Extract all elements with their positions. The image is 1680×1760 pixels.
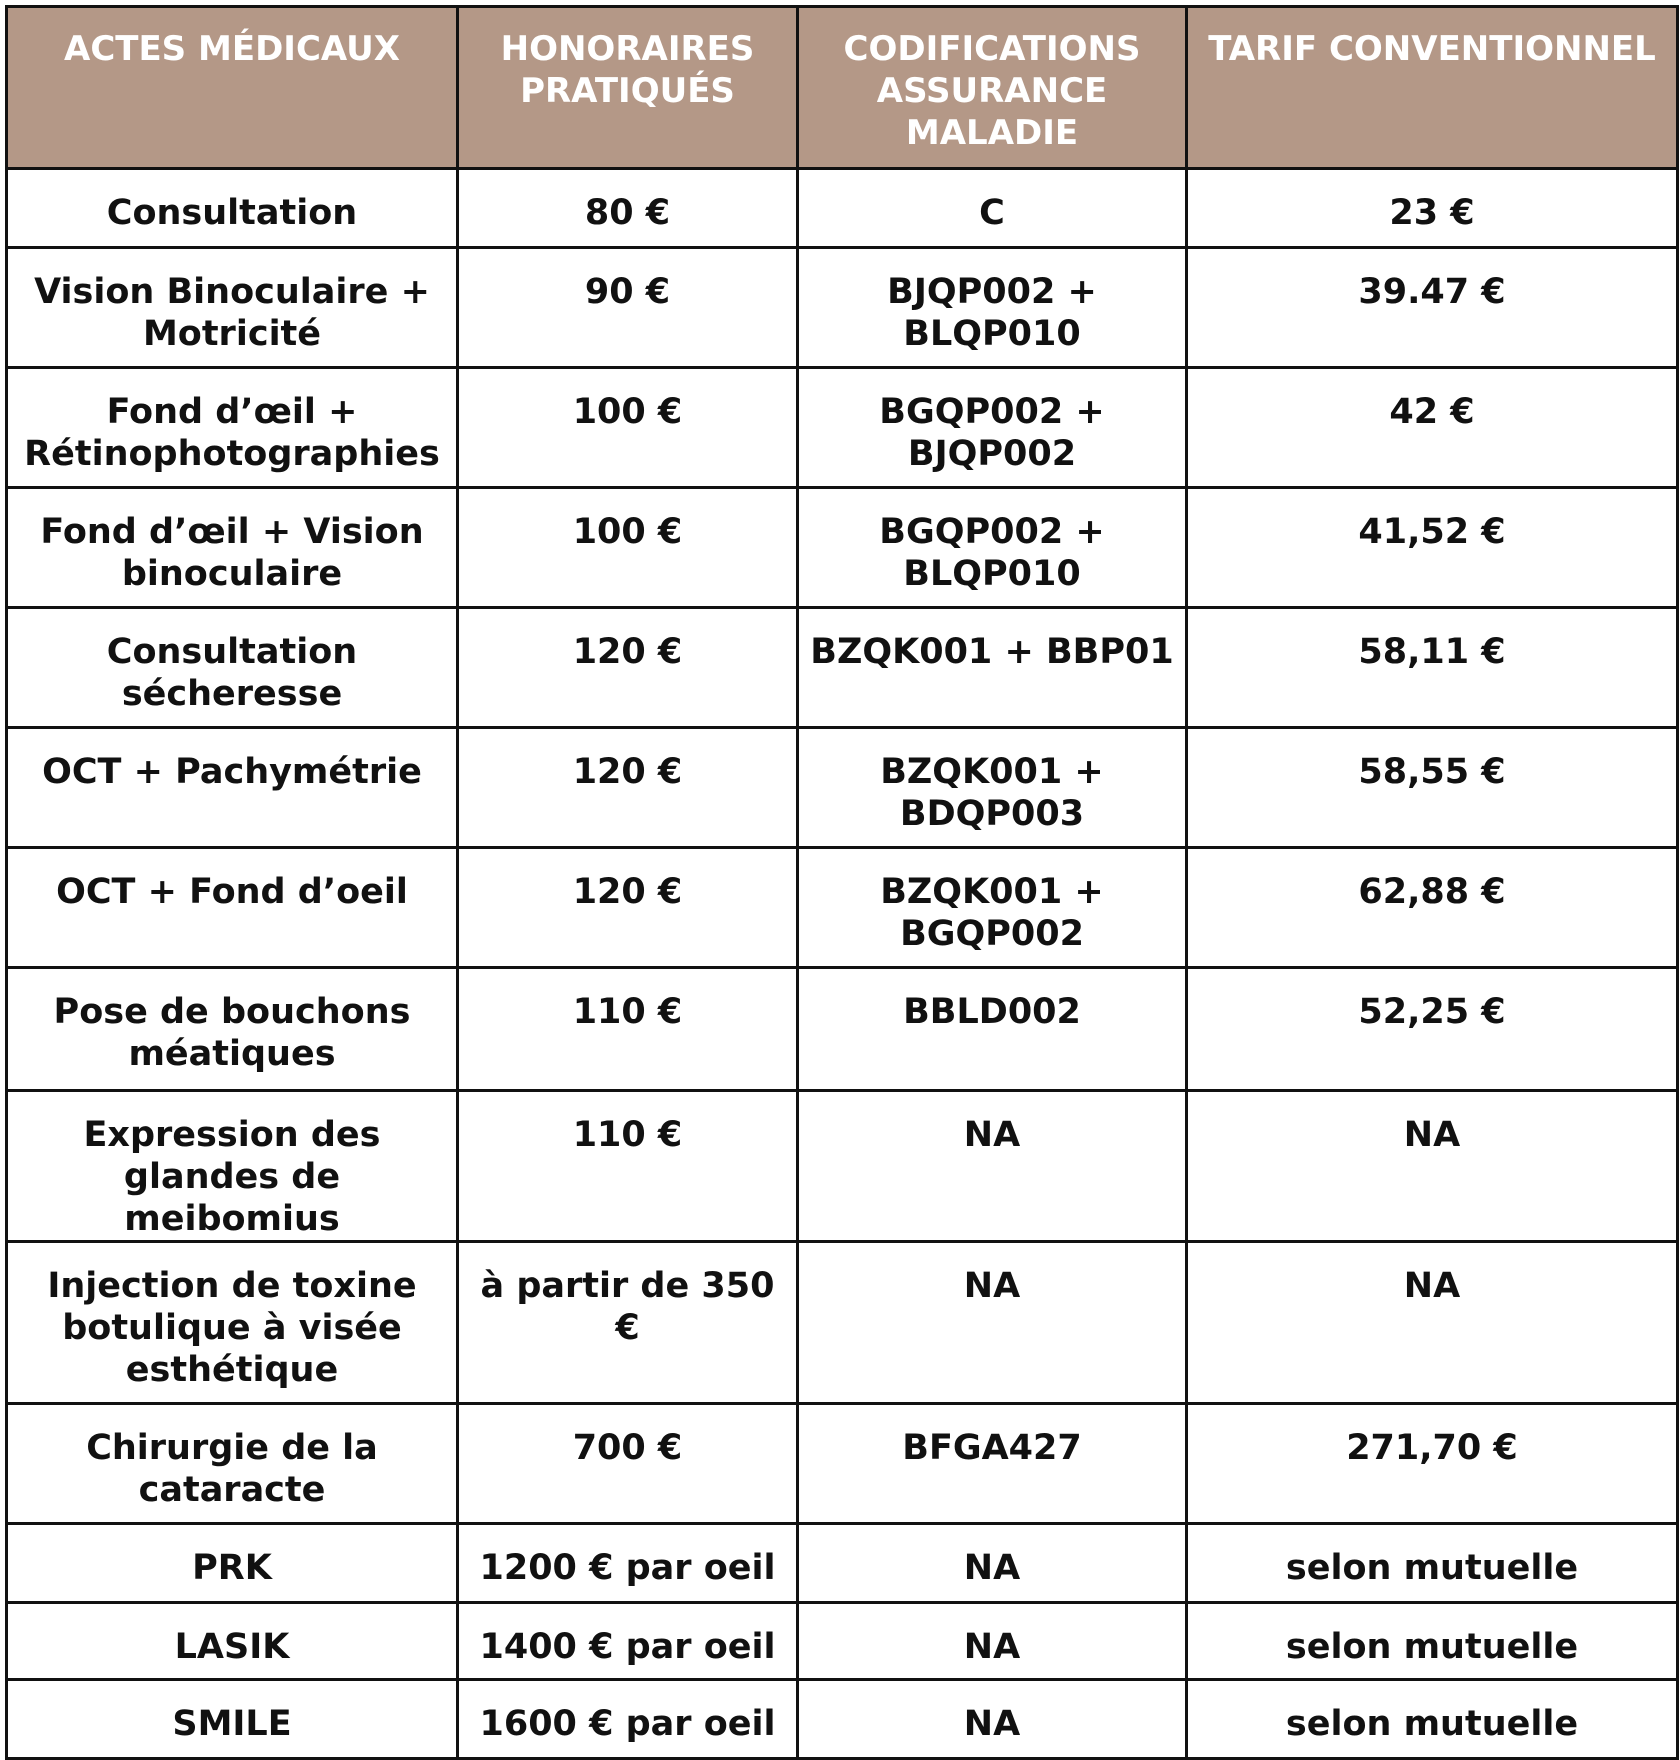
cell-honoraires: 110 € — [458, 1091, 798, 1242]
table-row — [7, 488, 1678, 608]
cell-honoraires: 80 € — [458, 169, 798, 248]
table-row — [7, 1680, 1678, 1759]
cell-tarif: NA — [1187, 1091, 1678, 1242]
cell-honoraires: 1600 € par oeil — [458, 1680, 798, 1759]
table-row — [7, 848, 1678, 968]
cell-honoraires: 1400 € par oeil — [458, 1603, 798, 1680]
cell-acte: Vision Binoculaire + Motricité — [7, 248, 458, 368]
cell-codification: BZQK001 + BBP01 — [798, 608, 1187, 728]
cell-acte: OCT + Fond d’oeil — [7, 848, 458, 968]
table-row — [7, 1404, 1678, 1524]
cell-honoraires: 120 € — [458, 728, 798, 848]
table-row — [7, 248, 1678, 368]
cell-tarif: 62,88 € — [1187, 848, 1678, 968]
cell-tarif: 39.47 € — [1187, 248, 1678, 368]
cell-honoraires: 1200 € par oeil — [458, 1524, 798, 1603]
cell-codification: NA — [798, 1524, 1187, 1603]
cell-acte: Pose de bouchons méatiques — [7, 968, 458, 1091]
table-row — [7, 368, 1678, 488]
header-tarif-conventionnel: TARIF CONVENTIONNEL — [1187, 7, 1678, 169]
cell-codification: BBLD002 — [798, 968, 1187, 1091]
cell-tarif: selon mutuelle — [1187, 1680, 1678, 1759]
cell-tarif: 58,55 € — [1187, 728, 1678, 848]
cell-acte: Fond d’œil + Vision binoculaire — [7, 488, 458, 608]
cell-honoraires: 120 € — [458, 848, 798, 968]
cell-honoraires: 100 € — [458, 368, 798, 488]
cell-codification: NA — [798, 1603, 1187, 1680]
cell-acte: Expression des glandes de meibomius — [7, 1091, 458, 1242]
cell-acte: PRK — [7, 1524, 458, 1603]
cell-codification: BGQP002 + BLQP010 — [798, 488, 1187, 608]
cell-tarif: 271,70 € — [1187, 1404, 1678, 1524]
table-row — [7, 1603, 1678, 1680]
cell-tarif: selon mutuelle — [1187, 1524, 1678, 1603]
cell-honoraires: 100 € — [458, 488, 798, 608]
table-row — [7, 169, 1678, 248]
cell-acte: Injection de toxine botulique à visée esthétique — [7, 1242, 458, 1404]
table-row — [7, 1242, 1678, 1404]
cell-honoraires: 700 € — [458, 1404, 798, 1524]
header-codifications: CODIFICATIONS ASSURANCE MALADIE — [798, 7, 1187, 169]
cell-codification: NA — [798, 1680, 1187, 1759]
table-row — [7, 1524, 1678, 1603]
cell-tarif: selon mutuelle — [1187, 1603, 1678, 1680]
cell-acte: Consultation sécheresse — [7, 608, 458, 728]
cell-codification: BZQK001 + BGQP002 — [798, 848, 1187, 968]
cell-acte: Chirurgie de la cataracte — [7, 1404, 458, 1524]
header-actes-medicaux: ACTES MÉDICAUX — [7, 7, 458, 169]
cell-acte: OCT + Pachymétrie — [7, 728, 458, 848]
header-row — [7, 7, 1678, 169]
table-row — [7, 968, 1678, 1091]
cell-tarif: 41,52 € — [1187, 488, 1678, 608]
cell-codification: BZQK001 + BDQP003 — [798, 728, 1187, 848]
cell-honoraires: 120 € — [458, 608, 798, 728]
cell-codification: NA — [798, 1242, 1187, 1404]
fee-table — [5, 5, 1679, 1760]
cell-honoraires: 90 € — [458, 248, 798, 368]
cell-codification: NA — [798, 1091, 1187, 1242]
table-row — [7, 1091, 1678, 1242]
cell-honoraires: 110 € — [458, 968, 798, 1091]
cell-codification: C — [798, 169, 1187, 248]
cell-acte: SMILE — [7, 1680, 458, 1759]
table-row — [7, 728, 1678, 848]
cell-tarif: NA — [1187, 1242, 1678, 1404]
cell-tarif: 58,11 € — [1187, 608, 1678, 728]
cell-acte: LASIK — [7, 1603, 458, 1680]
cell-acte: Fond d’œil + Rétinophotographies — [7, 368, 458, 488]
cell-tarif: 42 € — [1187, 368, 1678, 488]
cell-codification: BGQP002 + BJQP002 — [798, 368, 1187, 488]
cell-honoraires: à partir de 350 € — [458, 1242, 798, 1404]
cell-codification: BJQP002 + BLQP010 — [798, 248, 1187, 368]
cell-codification: BFGA427 — [798, 1404, 1187, 1524]
header-honoraires-pratiques: HONORAIRES PRATIQUÉS — [458, 7, 798, 169]
table-row — [7, 608, 1678, 728]
cell-tarif: 52,25 € — [1187, 968, 1678, 1091]
cell-acte: Consultation — [7, 169, 458, 248]
cell-tarif: 23 € — [1187, 169, 1678, 248]
